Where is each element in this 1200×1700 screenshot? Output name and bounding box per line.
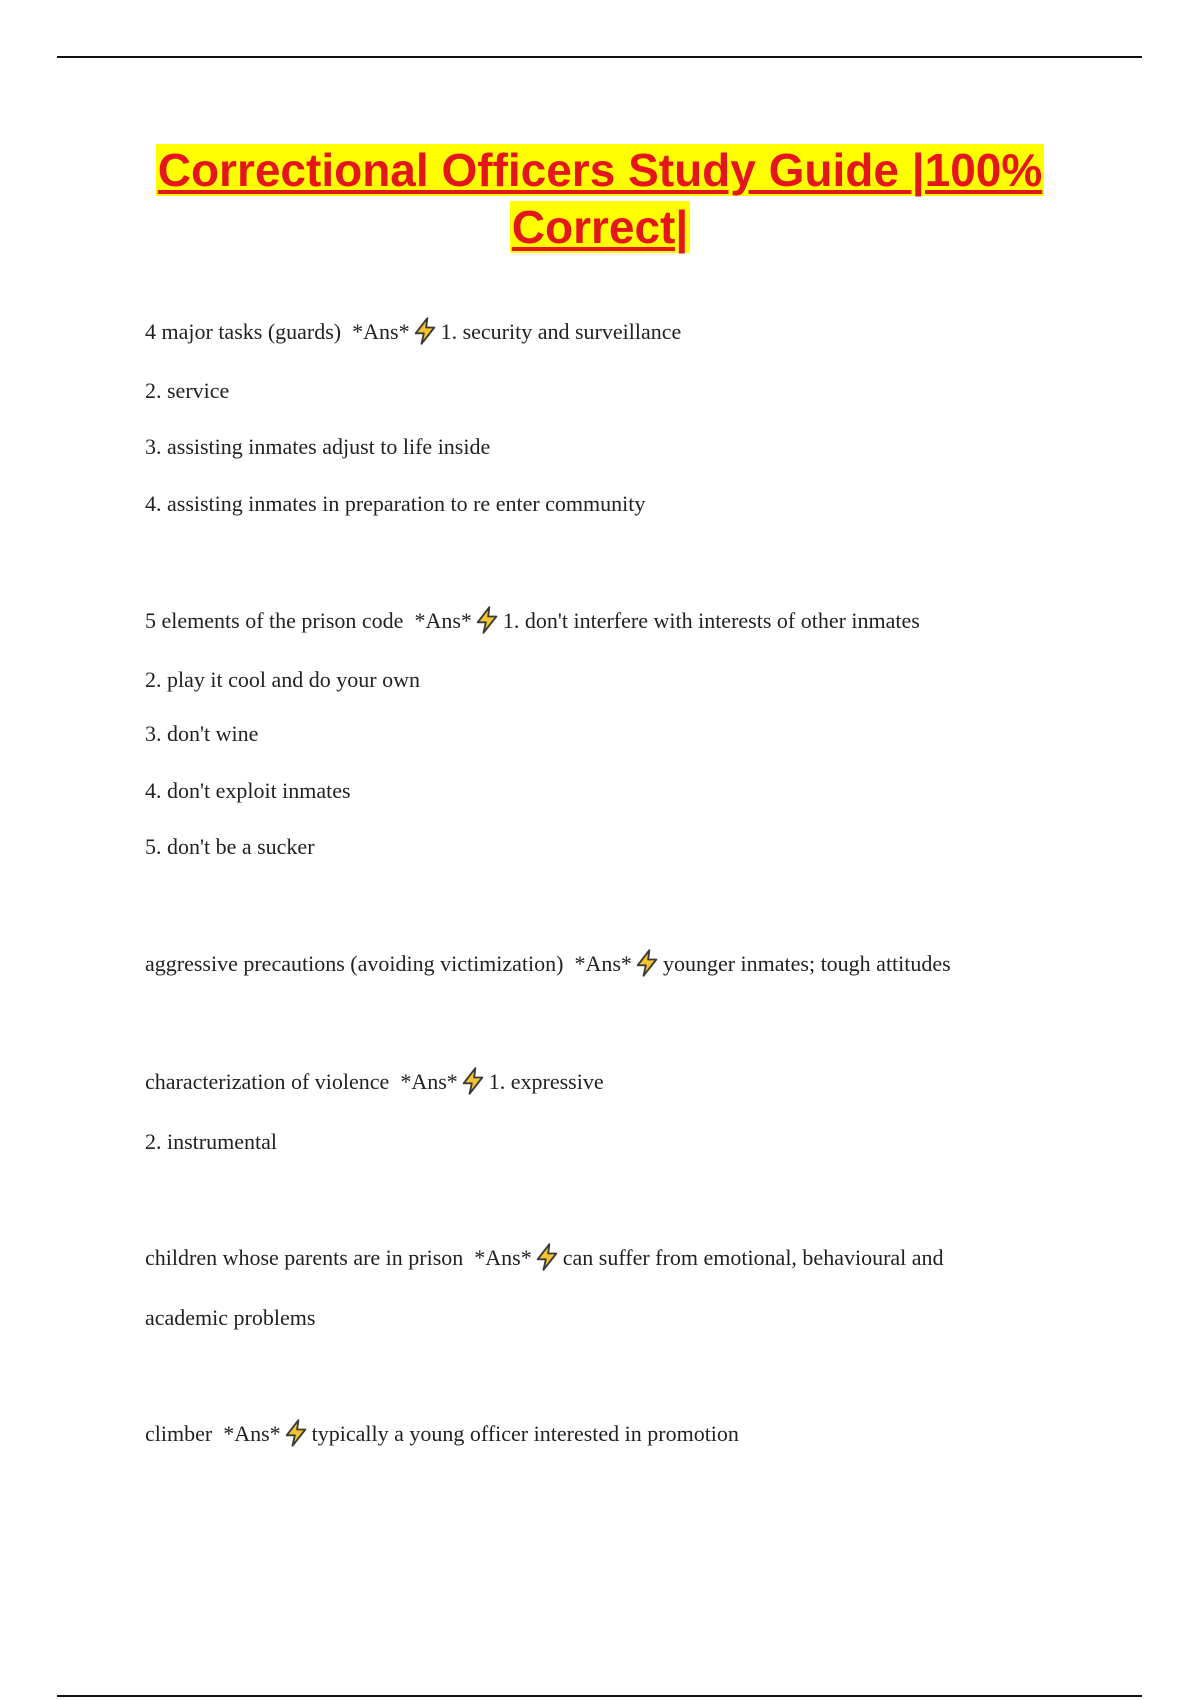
page-title	[100, 142, 1100, 256]
qa-line	[145, 606, 920, 635]
question-text: 4 major tasks (guards)	[145, 319, 342, 344]
answer-marker: *Ans*	[223, 1421, 281, 1446]
lightning-bolt-icon	[411, 317, 439, 345]
question-text: aggressive precautions (avoiding victimization)	[145, 951, 564, 976]
question-text: characterization of violence	[145, 1069, 390, 1094]
answer-text: 1. security and surveillance	[440, 319, 682, 344]
question-text: 5 elements of the prison code	[145, 608, 404, 633]
lightning-bolt-icon	[282, 1419, 310, 1447]
answer-continuation: 2. instrumental	[145, 1129, 277, 1154]
answer-continuation: 5. don't be a sucker	[145, 834, 315, 859]
qa-line	[145, 317, 681, 346]
answer-continuation: 3. assisting inmates adjust to life inside	[145, 434, 491, 459]
answer-continuation: 4. don't exploit inmates	[145, 778, 351, 803]
question-text: climber	[145, 1421, 213, 1446]
answer-marker: *Ans*	[352, 319, 410, 344]
answer-continuation: 2. play it cool and do your own	[145, 667, 420, 692]
lightning-bolt-icon	[473, 606, 501, 634]
lightning-bolt-icon	[459, 1067, 487, 1095]
answer-continuation: academic problems	[145, 1305, 316, 1330]
page-title-text: Correctional Officers Study Guide |100% Correct|	[157, 144, 1043, 253]
question-text: children whose parents are in prison	[145, 1245, 464, 1270]
answer-continuation: 2. service	[145, 378, 230, 403]
bottom-rule	[57, 1695, 1142, 1697]
qa-line	[145, 1419, 739, 1448]
answer-marker: *Ans*	[400, 1069, 458, 1094]
lightning-bolt-icon	[533, 1243, 561, 1271]
answer-text: 1. expressive	[488, 1069, 604, 1094]
answer-text: typically a young officer interested in promotion	[311, 1421, 739, 1446]
top-rule	[57, 56, 1142, 58]
qa-line	[145, 949, 951, 978]
lightning-bolt-icon	[633, 949, 661, 977]
answer-continuation: 4. assisting inmates in preparation to re enter community	[145, 491, 646, 516]
qa-line	[145, 1067, 604, 1096]
answer-continuation: 3. don't wine	[145, 721, 259, 746]
answer-text: 1. don't interfere with interests of other inmates	[502, 608, 920, 633]
answer-marker: *Ans*	[474, 1245, 532, 1270]
answer-text: younger inmates; tough attitudes	[662, 951, 951, 976]
answer-text: can suffer from emotional, behavioural and	[562, 1245, 944, 1270]
answer-marker: *Ans*	[414, 608, 472, 633]
qa-line	[145, 1243, 944, 1272]
answer-marker: *Ans*	[574, 951, 632, 976]
